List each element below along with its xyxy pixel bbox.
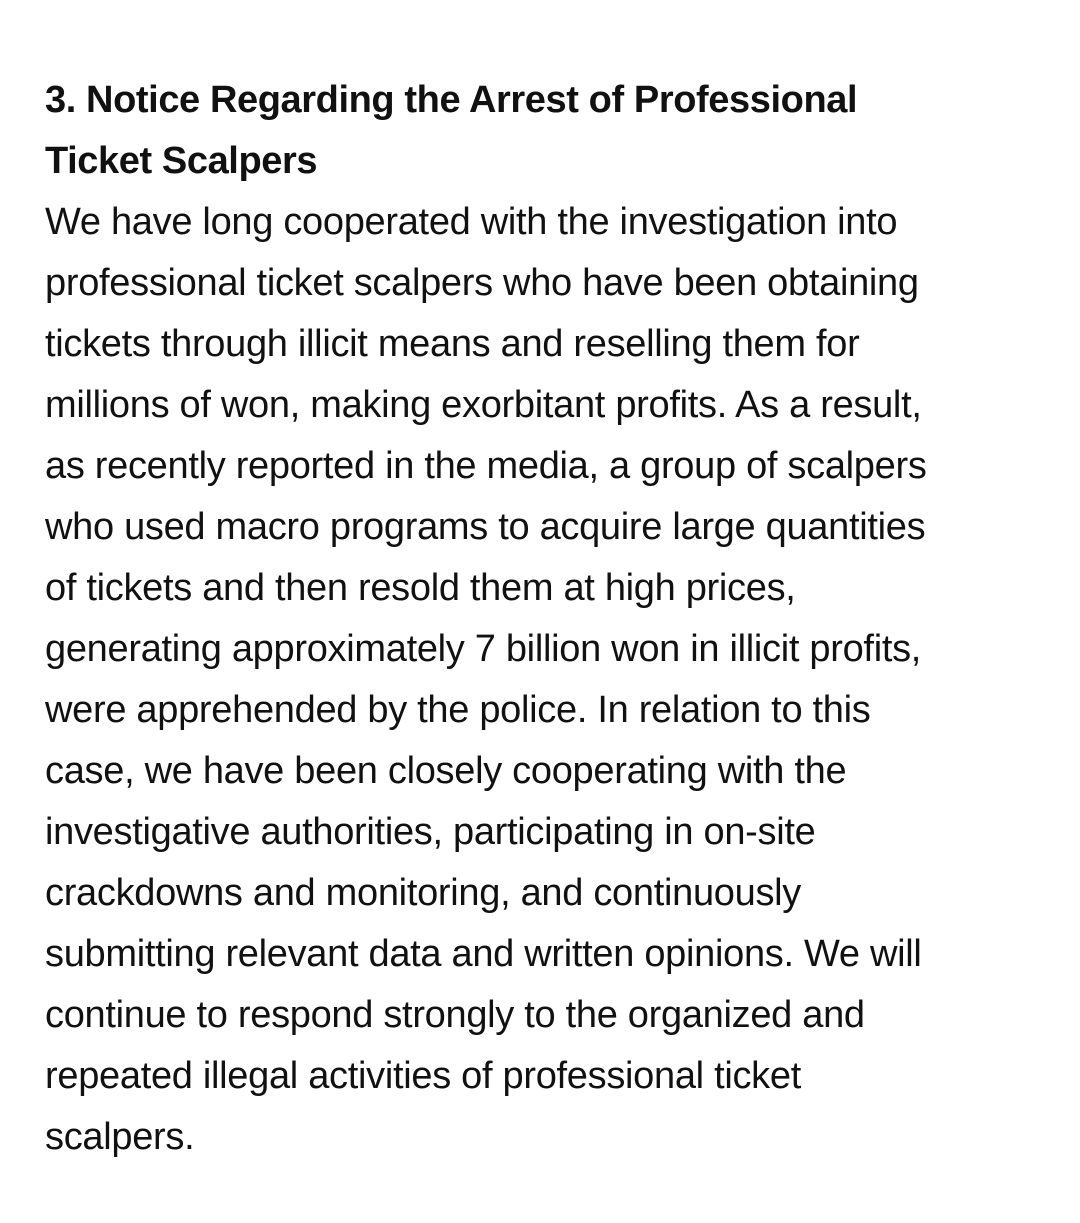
notice-body-line: scalpers. xyxy=(45,1116,195,1158)
notice-body-line: of tickets and then resold them at high prices, xyxy=(45,567,796,609)
notice-body-line: case, we have been closely cooperating with the xyxy=(45,750,847,792)
notice-body-line: were apprehended by the police. In relation to this xyxy=(45,689,871,731)
notice-body-line: repeated illegal activities of professional ticket xyxy=(45,1055,801,1097)
notice-body-line: as recently reported in the media, a group of scalpers xyxy=(45,445,927,487)
notice-body-line: millions of won, making exorbitant profits. As a result, xyxy=(45,384,922,426)
notice-body-line: who used macro programs to acquire large quantities xyxy=(45,506,926,548)
notice-title-line: 3. Notice Regarding the Arrest of Professional xyxy=(45,79,858,121)
notice-body-line: professional ticket scalpers who have been obtaining xyxy=(45,262,919,304)
notice-title xyxy=(45,70,1055,192)
notice-section xyxy=(45,70,1055,1168)
notice-body-line: investigative authorities, participating in on-site xyxy=(45,811,816,853)
notice-body-line: tickets through illicit means and reselling them for xyxy=(45,323,860,365)
notice-body-line: crackdowns and monitoring, and continuously xyxy=(45,872,801,914)
notice-body xyxy=(45,192,1055,1168)
notice-body-line: We have long cooperated with the investigation into xyxy=(45,201,898,243)
notice-title-line: Ticket Scalpers xyxy=(45,140,318,182)
notice-body-line: submitting relevant data and written opinions. We will xyxy=(45,933,922,975)
notice-body-line: generating approximately 7 billion won in illicit profits, xyxy=(45,628,922,670)
notice-body-line: continue to respond strongly to the organized and xyxy=(45,994,865,1036)
